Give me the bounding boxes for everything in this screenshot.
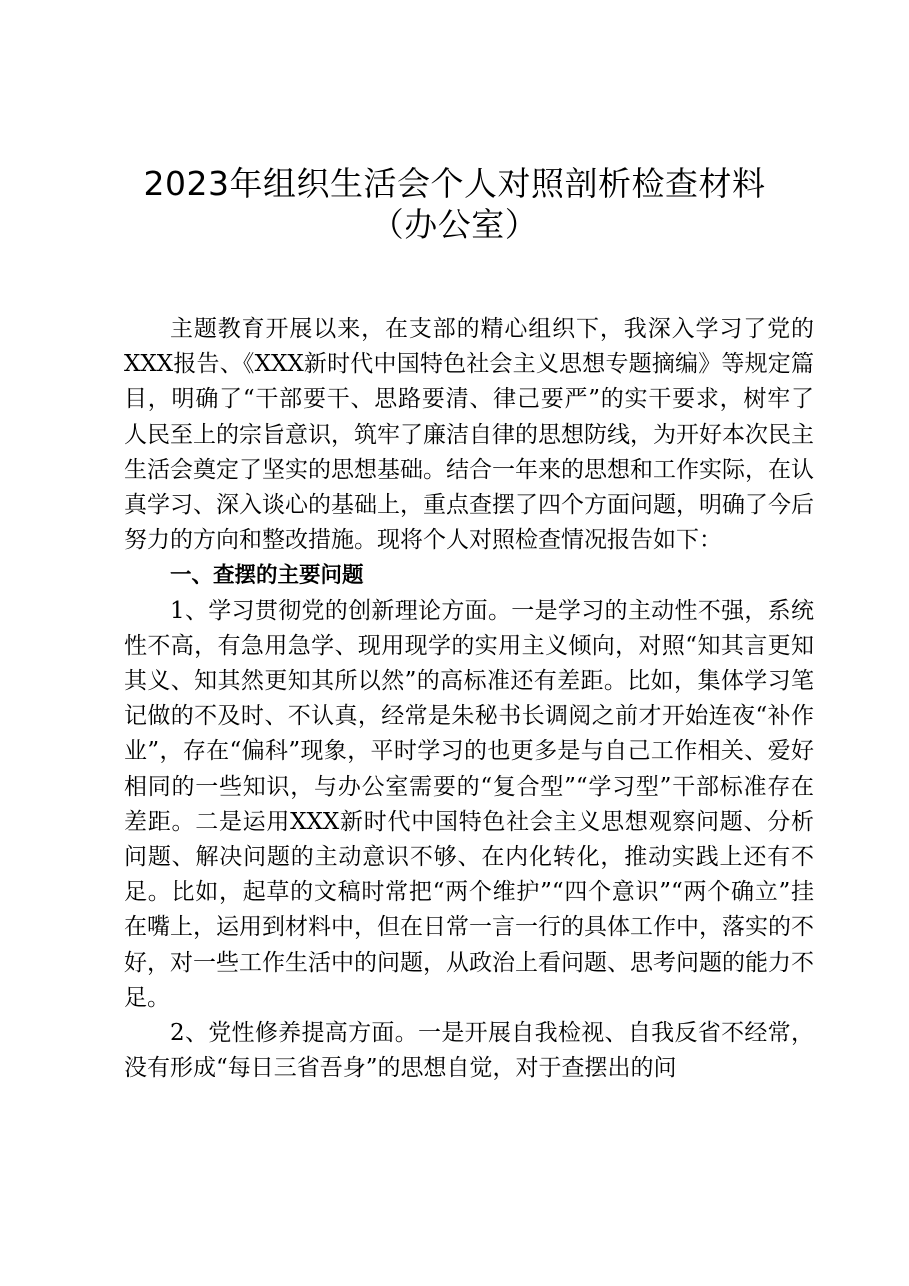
document-subtitle: （办公室） — [370, 205, 539, 244]
document-title: 2023年组织生活会个人对照剖析检查材料 — [143, 164, 766, 203]
intro-paragraph: 主题教育开展以来，在支部的精心组织下，我深入学习了党的XXX报告、《XXX新时代中国特色社会主义思想专题摘编》等规定篇目，明确了“干部要干、思路要清、律己要严”的实干要求，树牢了人民至上的宗旨意识，筑牢了廉洁自律的思想防线，为开好本次民主生活会奠定了坚实的思想基础。结合一年来的思想和工作实际，在认真学习、深入谈心的基础上，重点查摆了四个方面问题，明确了今后努力的方向和整改措施。现将个人对照检查情况报告如下： — [124, 316, 814, 554]
body-paragraph: 1、学习贯彻党的创新理论方面。一是学习的主动性不强，系统性不高，有急用急学、现用现学的实用主义倾向，对照“知其言更知其义、知其然更知其所以然”的高标准还有差距。比如，集体学习笔记做的不及时、不认真，经常是朱秘书长调阅之前才开始连夜“补作业”，存在“偏科”现象，平时学习的也更多是与自己工作相关、爱好相同的一些知识，与办公室需要的“复合型”“学习型”干部标准存在差距。二是运用XXX新时代中国特色社会主义思想观察问题、分析问题、解决问题的主动意识不够、在内化转化，推动实践上还有不足。比如，起草的文稿时常把“两个维护”“四个意识”“两个确立”挂在嘴上，运用到材料中，但在日常一言一行的具体工作中，落实的不好，对一些工作生活中的问题，从政治上看问题、思考问题的能力不足。 — [124, 597, 814, 1011]
body-paragraph: 2、党性修养提高方面。一是开展自我检视、自我反省不经常，没有形成“每日三省吾身”的思想自觉，对于查摆出的问 — [124, 1020, 814, 1082]
section-heading: 一、查摆的主要问题 — [170, 563, 364, 589]
document-body — [124, 312, 814, 1086]
